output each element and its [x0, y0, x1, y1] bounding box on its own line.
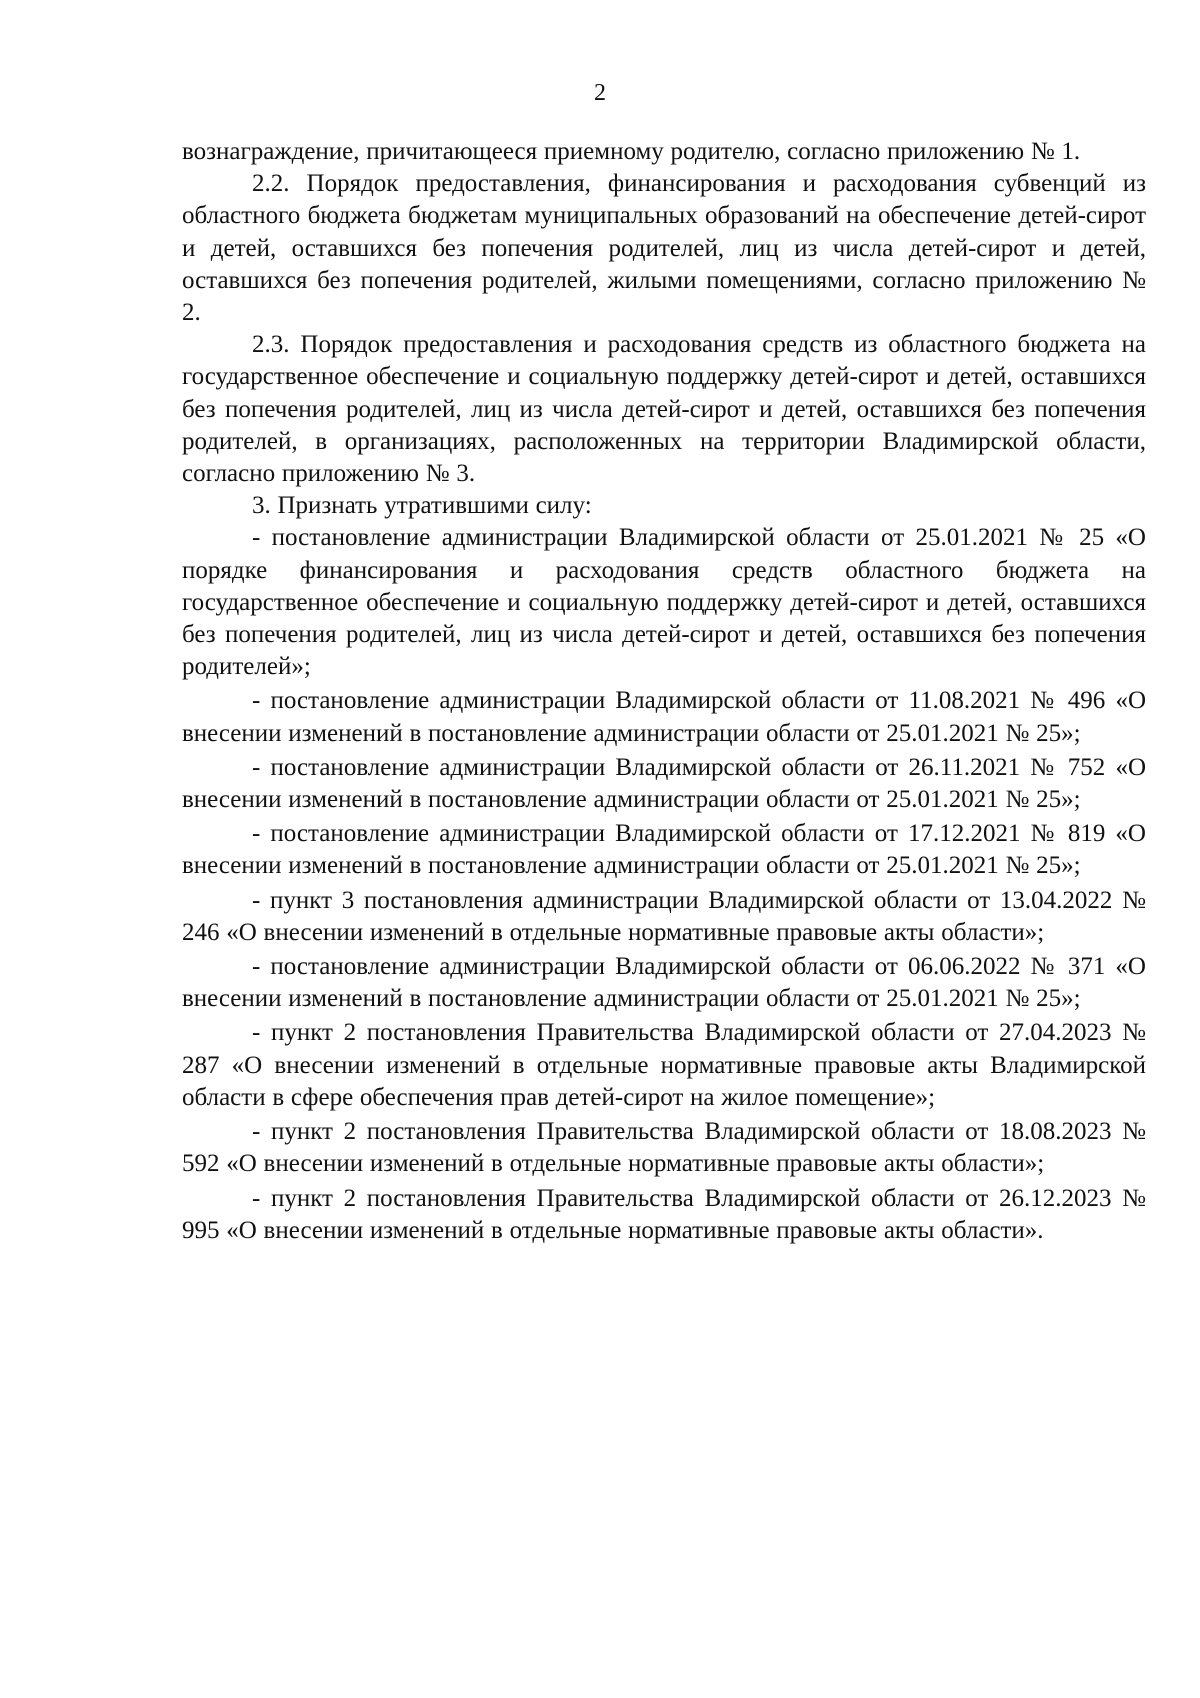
- list-item-repealed-act: - пункт 2 постановления Правительства Владимирской области от 27.04.2023 № 287 «О внесении изменений в отдельные нормативные правовые акты Владимирской области в сфере обеспечения прав детей-сирот на жилое помещение»;: [182, 1019, 1146, 1111]
- list-item-repealed-act: - постановление администрации Владимирской области от 25.01.2021 № 25 «О порядке финансирования и расходования средств областного бюджета на государственное обеспечение и социальную поддержку детей-сирот и детей, оставшихся без попечения родителей, лиц из числа детей-сирот и детей, оставшихся без попечения родителей»;: [182, 524, 1146, 681]
- list-item-repealed-act: - пункт 2 постановления Правительства Владимирской области от 18.08.2023 № 592 «О внесении изменений в отдельные нормативные правовые акты области»;: [182, 1118, 1146, 1178]
- list-item-repealed-act: - постановление администрации Владимирской области от 26.11.2021 № 752 «О внесении изменений в постановление администрации области от 25.01.2021 № 25»;: [182, 753, 1146, 814]
- paragraph-2-3: 2.3. Порядок предоставления и расходования средств из областного бюджета на государственное обеспечение и социальную поддержку детей-сирот и детей, оставшихся без попечения родителей, лиц из числа детей-сирот и детей, оставшихся без попечения родителей, в организациях, расположенных на территории Владимирской области, согласно приложению № 3.: [182, 331, 1146, 488]
- list-item-repealed-act: - пункт 3 постановления администрации Владимирской области от 13.04.2022 № 246 «О внесении изменений в отдельные нормативные правовые акты области»;: [182, 886, 1146, 946]
- paragraph-reward-continuation: вознаграждение, причитающееся приемному родителю, согласно приложению № 1.: [182, 138, 1081, 165]
- page-number: 2: [594, 80, 606, 106]
- paragraph-2-2: 2.2. Порядок предоставления, финансирования и расходования субвенций из областного бюджета бюджетам муниципальных образований на обеспечение детей-сирот и детей, оставшихся без попечения родителей, лиц из числа детей-сирот и детей, оставшихся без попечения родителей, жилыми помещениями, согласно приложению № 2.: [182, 170, 1146, 327]
- list-item-repealed-act: - постановление администрации Владимирской области от 06.06.2022 № 371 «О внесении изменений в постановление администрации области от 25.01.2021 № 25»;: [182, 953, 1146, 1013]
- list-item-repealed-act: - постановление администрации Владимирской области от 11.08.2021 № 496 «О внесении изменений в постановление администрации области от 25.01.2021 № 25»;: [182, 687, 1146, 747]
- paragraph-3: 3. Признать утратившими силу:: [252, 492, 592, 520]
- list-item-repealed-act: - пункт 2 постановления Правительства Владимирской области от 26.12.2023 № 995 «О внесении изменений в отдельные нормативные правовые акты области».: [182, 1184, 1146, 1244]
- document-body: [182, 136, 1146, 1247]
- list-item-repealed-act: - постановление администрации Владимирской области от 17.12.2021 № 819 «О внесении изменений в постановление администрации области от 25.01.2021 № 25»;: [182, 820, 1146, 880]
